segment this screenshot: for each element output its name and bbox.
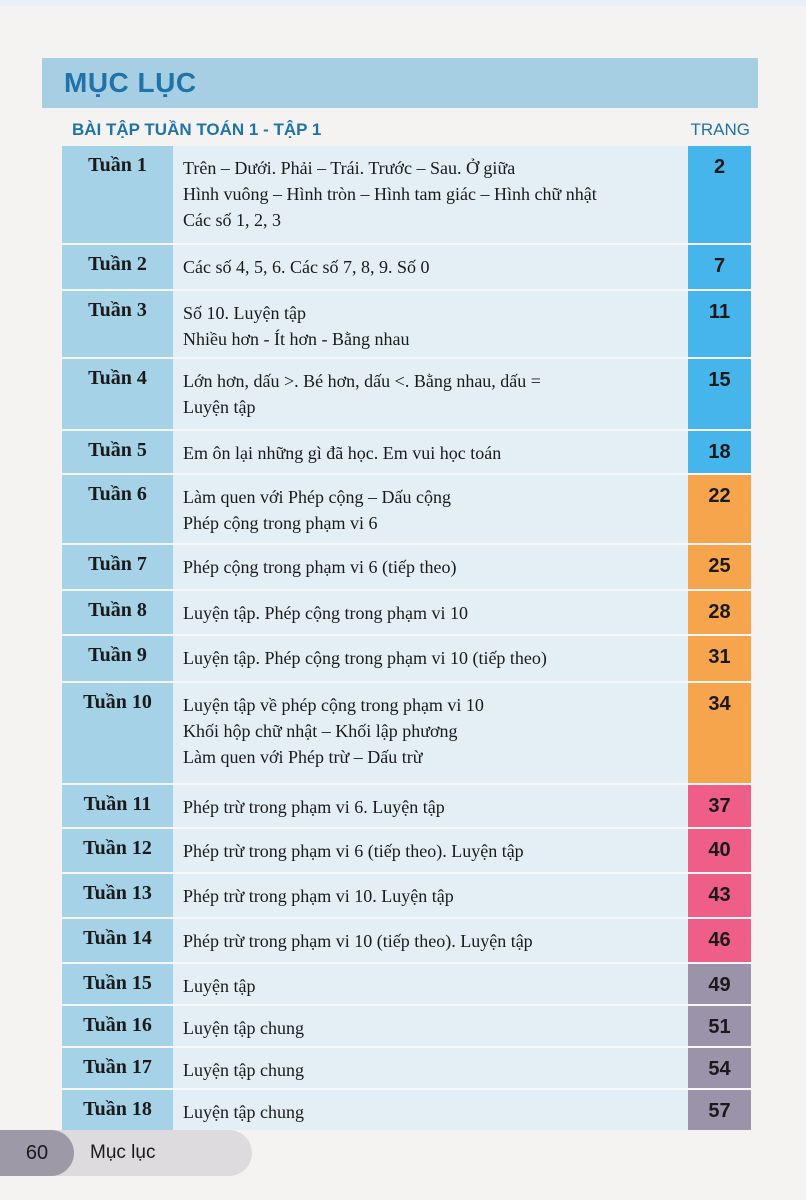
toc-row[interactable] bbox=[62, 785, 751, 829]
topic-cell bbox=[173, 591, 688, 634]
page-number: 28 bbox=[688, 591, 751, 634]
topic-cell bbox=[173, 431, 688, 473]
page-number: 46 bbox=[688, 919, 751, 962]
page-number: 31 bbox=[688, 636, 751, 681]
topic-line: Phép trừ trong phạm vi 10. Luyện tập bbox=[183, 886, 454, 906]
week-label: Tuần 5 bbox=[62, 431, 173, 473]
topic-line: Khối hộp chữ nhật – Khối lập phương bbox=[183, 721, 458, 741]
week-label: Tuần 11 bbox=[62, 785, 173, 827]
topic-line: Phép trừ trong phạm vi 6 (tiếp theo). Luyện tập bbox=[183, 841, 524, 861]
toc-row[interactable] bbox=[62, 636, 751, 683]
topic-line: Luyện tập chung bbox=[183, 1018, 304, 1038]
topic-cell bbox=[173, 636, 688, 681]
week-label: Tuần 9 bbox=[62, 636, 173, 681]
toc-row[interactable] bbox=[62, 146, 751, 245]
page-number: 57 bbox=[688, 1090, 751, 1130]
toc-row[interactable] bbox=[62, 475, 751, 545]
topic-line: Hình vuông – Hình tròn – Hình tam giác – Hình chữ nhật bbox=[183, 184, 597, 204]
page-title: MỤC LỤC bbox=[64, 67, 197, 98]
topic-cell bbox=[173, 964, 688, 1004]
topic-line: Phép cộng trong phạm vi 6 (tiếp theo) bbox=[183, 557, 457, 577]
topic-line: Luyện tập chung bbox=[183, 1102, 304, 1122]
toc-row[interactable] bbox=[62, 964, 751, 1006]
page-number: 37 bbox=[688, 785, 751, 827]
topic-line: Phép trừ trong phạm vi 6. Luyện tập bbox=[183, 797, 445, 817]
topic-cell bbox=[173, 919, 688, 962]
topic-cell bbox=[173, 475, 688, 543]
book-title: BÀI TẬP TUẦN TOÁN 1 - TẬP 1 bbox=[72, 120, 322, 139]
toc-row[interactable] bbox=[62, 245, 751, 291]
topic-cell bbox=[173, 545, 688, 589]
toc-row[interactable] bbox=[62, 1090, 751, 1130]
page-number: 54 bbox=[688, 1048, 751, 1088]
top-strip bbox=[0, 0, 806, 6]
topic-line: Luyện tập chung bbox=[183, 1060, 304, 1080]
topic-cell bbox=[173, 1090, 688, 1130]
topic-line: Các số 1, 2, 3 bbox=[183, 210, 281, 230]
topic-line: Luyện tập. Phép cộng trong phạm vi 10 (tiếp theo) bbox=[183, 648, 547, 668]
toc-row[interactable] bbox=[62, 683, 751, 785]
page-column-label: TRANG bbox=[690, 120, 750, 139]
week-label: Tuần 7 bbox=[62, 545, 173, 589]
toc-row[interactable] bbox=[62, 591, 751, 636]
week-label: Tuần 4 bbox=[62, 359, 173, 429]
topic-cell bbox=[173, 683, 688, 783]
week-label: Tuần 18 bbox=[62, 1090, 173, 1130]
toc-table bbox=[62, 146, 751, 1130]
week-label: Tuần 10 bbox=[62, 683, 173, 783]
page-number: 18 bbox=[688, 431, 751, 473]
page-number: 11 bbox=[688, 291, 751, 357]
topic-line: Luyện tập bbox=[183, 976, 256, 996]
page-number: 7 bbox=[688, 245, 751, 289]
topic-cell bbox=[173, 359, 688, 429]
toc-row[interactable] bbox=[62, 874, 751, 919]
topic-cell bbox=[173, 245, 688, 289]
page-number: 43 bbox=[688, 874, 751, 917]
topic-line: Các số 4, 5, 6. Các số 7, 8, 9. Số 0 bbox=[183, 257, 430, 277]
topic-line: Làm quen với Phép trừ – Dấu trừ bbox=[183, 747, 423, 767]
topic-line: Nhiều hơn - Ít hơn - Bằng nhau bbox=[183, 329, 410, 349]
toc-row[interactable] bbox=[62, 919, 751, 964]
week-label: Tuần 15 bbox=[62, 964, 173, 1004]
topic-line: Làm quen với Phép cộng – Dấu cộng bbox=[183, 487, 451, 507]
topic-line: Phép cộng trong phạm vi 6 bbox=[183, 513, 378, 533]
topic-cell bbox=[173, 874, 688, 917]
week-label: Tuần 16 bbox=[62, 1006, 173, 1046]
topic-line: Luyện tập. Phép cộng trong phạm vi 10 bbox=[183, 603, 468, 623]
topic-line: Phép trừ trong phạm vi 10 (tiếp theo). Luyện tập bbox=[183, 931, 533, 951]
week-label: Tuần 12 bbox=[62, 829, 173, 872]
topic-line: Em ôn lại những gì đã học. Em vui học toán bbox=[183, 443, 502, 463]
week-label: Tuần 17 bbox=[62, 1048, 173, 1088]
page-number: 2 bbox=[688, 146, 751, 243]
toc-row[interactable] bbox=[62, 431, 751, 475]
topic-cell bbox=[173, 1048, 688, 1088]
page-number: 22 bbox=[688, 475, 751, 543]
topic-line: Trên – Dưới. Phải – Trái. Trước – Sau. Ở giữa bbox=[183, 158, 516, 178]
toc-header bbox=[72, 120, 752, 144]
topic-cell bbox=[173, 146, 688, 243]
footer-page-number: 60 bbox=[0, 1130, 74, 1176]
page-number: 34 bbox=[688, 683, 751, 783]
page-number: 25 bbox=[688, 545, 751, 589]
title-bar bbox=[42, 58, 758, 108]
footer-label: Mục lục bbox=[90, 1142, 156, 1163]
week-label: Tuần 3 bbox=[62, 291, 173, 357]
page-number: 51 bbox=[688, 1006, 751, 1046]
week-label: Tuần 1 bbox=[62, 146, 173, 243]
week-label: Tuần 6 bbox=[62, 475, 173, 543]
week-label: Tuần 8 bbox=[62, 591, 173, 634]
topic-cell bbox=[173, 785, 688, 827]
page-number: 15 bbox=[688, 359, 751, 429]
week-label: Tuần 13 bbox=[62, 874, 173, 917]
footer-tab bbox=[0, 1130, 252, 1176]
week-label: Tuần 2 bbox=[62, 245, 173, 289]
toc-row[interactable] bbox=[62, 359, 751, 431]
toc-row[interactable] bbox=[62, 1006, 751, 1048]
topic-line: Luyện tập bbox=[183, 397, 256, 417]
toc-row[interactable] bbox=[62, 1048, 751, 1090]
toc-row[interactable] bbox=[62, 545, 751, 591]
topic-cell bbox=[173, 829, 688, 872]
topic-cell bbox=[173, 1006, 688, 1046]
page-number: 40 bbox=[688, 829, 751, 872]
topic-line: Lớn hơn, dấu >. Bé hơn, dấu <. Bằng nhau, dấu = bbox=[183, 371, 541, 391]
toc-row[interactable] bbox=[62, 291, 751, 359]
week-label: Tuần 14 bbox=[62, 919, 173, 962]
topic-line: Luyện tập về phép cộng trong phạm vi 10 bbox=[183, 695, 484, 715]
toc-row[interactable] bbox=[62, 829, 751, 874]
page-number: 49 bbox=[688, 964, 751, 1004]
topic-line: Số 10. Luyện tập bbox=[183, 303, 306, 323]
topic-cell bbox=[173, 291, 688, 357]
